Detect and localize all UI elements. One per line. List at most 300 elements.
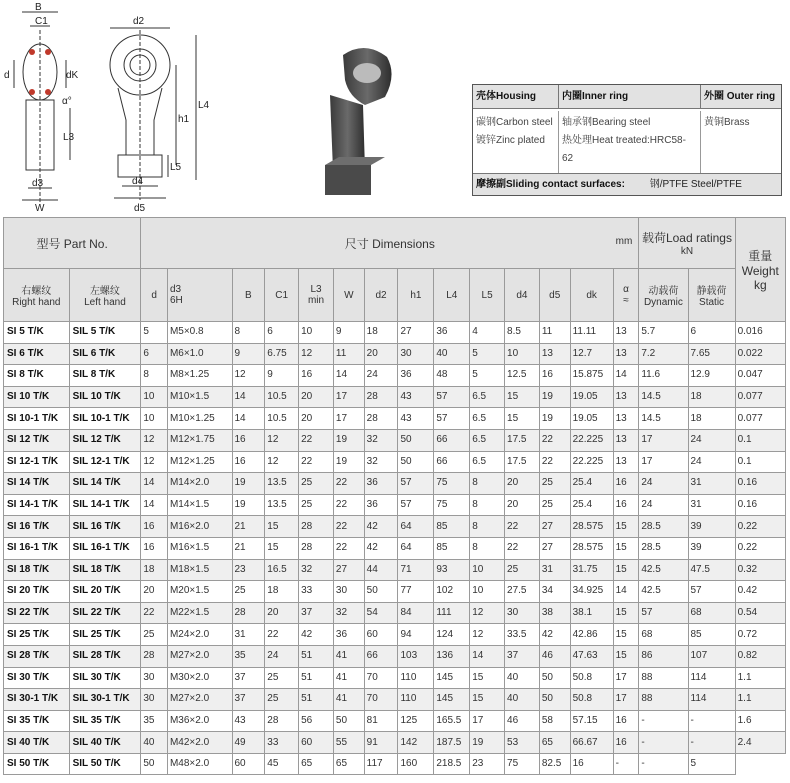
- part-no-right: SI 28 T/K: [4, 645, 70, 667]
- table-cell: 103: [398, 645, 434, 667]
- table-cell: 20: [299, 386, 334, 408]
- table-cell: 12.7: [570, 343, 613, 365]
- table-cell: 66: [434, 451, 470, 473]
- table-cell: 34.925: [570, 581, 613, 603]
- table-cell: 24: [639, 494, 688, 516]
- table-cell: 0.42: [735, 581, 785, 603]
- table-cell: 0.077: [735, 408, 785, 430]
- table-cell: 18: [265, 581, 299, 603]
- table-cell: 13: [613, 429, 639, 451]
- table-cell: 19: [470, 732, 505, 754]
- table-cell: 65: [539, 732, 570, 754]
- table-cell: 36: [398, 365, 434, 387]
- table-cell: 43: [398, 386, 434, 408]
- table-row: [4, 710, 786, 732]
- table-cell: 9: [333, 322, 364, 344]
- part-no-left: SIL 20 T/K: [69, 581, 141, 603]
- table-cell: M16×2.0: [167, 516, 232, 538]
- table-cell: 68: [688, 602, 735, 624]
- table-cell: 15: [505, 408, 540, 430]
- table-cell: 42.86: [570, 624, 613, 646]
- table-cell: 28.5: [639, 537, 688, 559]
- table-cell: M36×2.0: [167, 710, 232, 732]
- table-cell: 11: [333, 343, 364, 365]
- table-cell: 19.05: [570, 408, 613, 430]
- table-cell: 13.5: [265, 494, 299, 516]
- table-cell: 114: [688, 667, 735, 689]
- table-row: [4, 624, 786, 646]
- part-no-left: SIL 6 T/K: [69, 343, 141, 365]
- table-cell: 31: [539, 559, 570, 581]
- table-cell: M12×1.25: [167, 451, 232, 473]
- table-cell: 50: [539, 689, 570, 711]
- rod-end-photo: [305, 35, 405, 205]
- table-cell: 20: [505, 494, 540, 516]
- part-no-left: SIL 16-1 T/K: [69, 537, 141, 559]
- table-cell: 6.5: [470, 408, 505, 430]
- table-cell: 16: [613, 710, 639, 732]
- table-cell: 15: [613, 537, 639, 559]
- table-cell: 15: [265, 516, 299, 538]
- load-ratings-header: 载荷Load ratings kN: [639, 218, 735, 269]
- table-cell: 9: [232, 343, 265, 365]
- table-cell: M22×1.5: [167, 602, 232, 624]
- table-cell: 187.5: [434, 732, 470, 754]
- table-cell: 24: [364, 365, 398, 387]
- table-cell: 6: [688, 322, 735, 344]
- spec-table: [3, 217, 786, 775]
- dim-label: α°: [62, 96, 72, 107]
- col-l4: L4: [434, 269, 470, 322]
- table-cell: 0.54: [735, 602, 785, 624]
- table-cell: 50.8: [570, 689, 613, 711]
- table-cell: 2.4: [735, 732, 785, 754]
- table-cell: 30: [141, 667, 168, 689]
- table-cell: 85: [434, 516, 470, 538]
- table-cell: 22: [265, 624, 299, 646]
- table-cell: 19: [333, 429, 364, 451]
- table-cell: 28: [364, 386, 398, 408]
- table-cell: 165.5: [434, 710, 470, 732]
- part-no-right: SI 5 T/K: [4, 322, 70, 344]
- table-cell: 16: [141, 537, 168, 559]
- table-cell: 35: [141, 710, 168, 732]
- table-cell: 14: [470, 645, 505, 667]
- table-cell: 48: [434, 365, 470, 387]
- dim-label: L4: [198, 100, 210, 111]
- table-cell: 15: [613, 602, 639, 624]
- table-cell: 50: [398, 451, 434, 473]
- inner-ring-material: 轴承钢Bearing steel 热处理Heat treated:HRC58-62: [559, 111, 701, 173]
- table-cell: 39: [688, 516, 735, 538]
- table-cell: 22.225: [570, 429, 613, 451]
- table-cell: 18: [364, 322, 398, 344]
- col-h1: h1: [398, 269, 434, 322]
- col-d4: d4: [505, 269, 540, 322]
- table-cell: M24×2.0: [167, 624, 232, 646]
- table-cell: 28: [299, 537, 334, 559]
- table-cell: 57: [639, 602, 688, 624]
- part-no-right: SI 30 T/K: [4, 667, 70, 689]
- table-row: [4, 537, 786, 559]
- part-no-right: SI 20 T/K: [4, 581, 70, 603]
- table-cell: 8: [470, 494, 505, 516]
- part-no-left: SIL 30 T/K: [69, 667, 141, 689]
- table-cell: 57: [688, 581, 735, 603]
- col-dk: dk: [570, 269, 613, 322]
- table-cell: 14: [613, 365, 639, 387]
- table-cell: -: [688, 732, 735, 754]
- table-cell: 12: [232, 365, 265, 387]
- part-no-right: SI 50 T/K: [4, 753, 70, 775]
- table-cell: 30: [505, 602, 540, 624]
- table-cell: 142: [398, 732, 434, 754]
- table-cell: 0.1: [735, 451, 785, 473]
- table-cell: 30: [333, 581, 364, 603]
- dim-label: L5: [170, 162, 182, 173]
- table-cell: 20: [141, 581, 168, 603]
- table-cell: 145: [434, 689, 470, 711]
- table-cell: 17: [470, 710, 505, 732]
- table-cell: 1.1: [735, 667, 785, 689]
- dimensions-header: 尺寸 Dimensions mm: [141, 218, 639, 269]
- table-cell: 0.82: [735, 645, 785, 667]
- table-cell: 50: [333, 710, 364, 732]
- table-cell: 16: [232, 451, 265, 473]
- part-no-left: SIL 22 T/K: [69, 602, 141, 624]
- table-cell: 40: [141, 732, 168, 754]
- part-no-right: SI 30-1 T/K: [4, 689, 70, 711]
- part-no-right: SI 14-1 T/K: [4, 494, 70, 516]
- table-cell: 18: [688, 386, 735, 408]
- table-cell: 47.63: [570, 645, 613, 667]
- table-cell: 124: [434, 624, 470, 646]
- table-cell: 22: [539, 429, 570, 451]
- table-cell: 27.5: [505, 581, 540, 603]
- table-cell: 5.7: [639, 322, 688, 344]
- table-cell: M42×2.0: [167, 732, 232, 754]
- table-cell: 17: [613, 689, 639, 711]
- table-cell: 8: [470, 516, 505, 538]
- table-cell: 28: [232, 602, 265, 624]
- table-row: [4, 732, 786, 754]
- part-no-left: SIL 8 T/K: [69, 365, 141, 387]
- table-cell: 7.2: [639, 343, 688, 365]
- table-cell: 50: [364, 581, 398, 603]
- table-cell: 0.16: [735, 494, 785, 516]
- table-cell: 30: [141, 689, 168, 711]
- table-cell: 21: [232, 537, 265, 559]
- part-no-right: SI 10 T/K: [4, 386, 70, 408]
- outer-ring-header: 外圈 Outer ring: [701, 85, 781, 109]
- table-cell: 0.72: [735, 624, 785, 646]
- dim-label: h1: [178, 114, 190, 125]
- table-row: [4, 689, 786, 711]
- table-cell: 13: [613, 408, 639, 430]
- table-cell: 17.5: [505, 429, 540, 451]
- table-cell: 10.5: [265, 386, 299, 408]
- table-cell: 28: [299, 516, 334, 538]
- table-cell: 10: [141, 408, 168, 430]
- table-cell: -: [639, 753, 688, 775]
- table-cell: 12: [141, 429, 168, 451]
- table-cell: 0.016: [735, 322, 785, 344]
- table-row: [4, 429, 786, 451]
- part-no-left: SIL 35 T/K: [69, 710, 141, 732]
- part-no-left: SIL 12 T/K: [69, 429, 141, 451]
- table-cell: 14.5: [639, 408, 688, 430]
- table-cell: 25: [539, 494, 570, 516]
- col-l5: L5: [470, 269, 505, 322]
- table-cell: 82.5: [539, 753, 570, 775]
- table-cell: 65: [333, 753, 364, 775]
- table-cell: 12: [265, 451, 299, 473]
- table-cell: 24: [688, 429, 735, 451]
- table-cell: 27: [539, 537, 570, 559]
- table-cell: 13: [539, 343, 570, 365]
- table-cell: 77: [398, 581, 434, 603]
- table-cell: 35: [232, 645, 265, 667]
- table-cell: 28.575: [570, 537, 613, 559]
- table-cell: 45: [265, 753, 299, 775]
- table-cell: -: [613, 753, 639, 775]
- table-cell: 0.1: [735, 429, 785, 451]
- table-cell: 31.75: [570, 559, 613, 581]
- table-cell: 64: [398, 516, 434, 538]
- table-cell: 12.9: [688, 365, 735, 387]
- table-cell: 19: [539, 386, 570, 408]
- table-cell: 81: [364, 710, 398, 732]
- table-cell: 50: [539, 667, 570, 689]
- table-cell: 0.22: [735, 537, 785, 559]
- table-cell: 22.225: [570, 451, 613, 473]
- table-cell: 0.077: [735, 386, 785, 408]
- table-cell: 24: [639, 473, 688, 495]
- table-cell: 125: [398, 710, 434, 732]
- dim-label: d3: [32, 178, 44, 189]
- table-cell: 16: [613, 473, 639, 495]
- table-cell: 10.5: [265, 408, 299, 430]
- table-cell: 50: [398, 429, 434, 451]
- right-hand-header: 右螺纹 Right hand: [4, 269, 70, 322]
- table-cell: 6.5: [470, 451, 505, 473]
- table-cell: 57: [398, 473, 434, 495]
- table-cell: 12.5: [505, 365, 540, 387]
- table-cell: 20: [265, 602, 299, 624]
- table-cell: 75: [434, 494, 470, 516]
- table-row: [4, 667, 786, 689]
- table-cell: 37: [232, 689, 265, 711]
- part-no-right: SI 16 T/K: [4, 516, 70, 538]
- table-cell: 19: [333, 451, 364, 473]
- table-cell: 43: [232, 710, 265, 732]
- table-cell: 46: [539, 645, 570, 667]
- dim-label: d: [4, 70, 10, 81]
- table-row: [4, 365, 786, 387]
- table-cell: 31: [232, 624, 265, 646]
- table-cell: 11.6: [639, 365, 688, 387]
- table-cell: 19: [232, 473, 265, 495]
- table-cell: 10: [470, 559, 505, 581]
- table-cell: 17: [333, 408, 364, 430]
- table-cell: 16.5: [265, 559, 299, 581]
- table-cell: 42: [364, 516, 398, 538]
- table-cell: 68: [639, 624, 688, 646]
- table-cell: M18×1.5: [167, 559, 232, 581]
- table-cell: 12: [470, 624, 505, 646]
- table-cell: 19: [232, 494, 265, 516]
- table-cell: 25: [299, 473, 334, 495]
- table-cell: M8×1.25: [167, 365, 232, 387]
- col-dynamic: 动载荷 Dynamic: [639, 269, 688, 322]
- table-cell: 46: [505, 710, 540, 732]
- col-d3: d3 6H: [167, 269, 232, 322]
- table-cell: 8: [470, 473, 505, 495]
- table-cell: 1.1: [735, 689, 785, 711]
- table-cell: 15: [470, 689, 505, 711]
- table-cell: 41: [333, 667, 364, 689]
- table-cell: 16: [539, 365, 570, 387]
- dim-label: B: [35, 2, 42, 13]
- table-cell: 28.575: [570, 516, 613, 538]
- table-cell: 36: [364, 494, 398, 516]
- table-cell: 12: [470, 602, 505, 624]
- table-cell: 10: [299, 322, 334, 344]
- table-cell: 14: [613, 581, 639, 603]
- rod-end-drawing: [0, 0, 300, 215]
- part-no-right: SI 16-1 T/K: [4, 537, 70, 559]
- table-cell: 160: [398, 753, 434, 775]
- table-cell: 27: [398, 322, 434, 344]
- part-no-left: SIL 30-1 T/K: [69, 689, 141, 711]
- table-cell: 22: [299, 429, 334, 451]
- col-w: W: [333, 269, 364, 322]
- table-cell: 47.5: [688, 559, 735, 581]
- table-cell: 110: [398, 689, 434, 711]
- table-cell: 44: [364, 559, 398, 581]
- table-cell: 34: [539, 581, 570, 603]
- table-cell: 50.8: [570, 667, 613, 689]
- table-cell: 17: [333, 386, 364, 408]
- weight-header: 重量 Weight kg: [735, 218, 785, 322]
- table-cell: 23: [232, 559, 265, 581]
- col-c1: C1: [265, 269, 299, 322]
- table-cell: 25: [265, 689, 299, 711]
- table-cell: 27: [333, 559, 364, 581]
- table-cell: 88: [639, 667, 688, 689]
- unit-mm: mm: [615, 236, 633, 247]
- table-cell: 12: [141, 451, 168, 473]
- col-d: d: [141, 269, 168, 322]
- table-cell: 28: [141, 645, 168, 667]
- table-cell: 33: [299, 581, 334, 603]
- table-cell: 86: [639, 645, 688, 667]
- table-cell: 16: [613, 494, 639, 516]
- table-cell: 25: [505, 559, 540, 581]
- dim-label: L3: [63, 132, 75, 143]
- table-cell: 70: [364, 689, 398, 711]
- table-cell: 93: [434, 559, 470, 581]
- table-cell: 51: [299, 667, 334, 689]
- part-no-left: SIL 10-1 T/K: [69, 408, 141, 430]
- col-d2: d2: [364, 269, 398, 322]
- materials-box: [472, 84, 782, 196]
- dim-label: d5: [134, 203, 146, 214]
- table-cell: 33: [265, 732, 299, 754]
- table-cell: 36: [434, 322, 470, 344]
- table-cell: 25: [539, 473, 570, 495]
- table-cell: 53: [505, 732, 540, 754]
- housing-material: 碳钢Carbon steel 镀锌Zinc plated: [473, 111, 559, 173]
- table-cell: 14: [232, 386, 265, 408]
- table-cell: 24: [688, 451, 735, 473]
- table-cell: 55: [333, 732, 364, 754]
- table-cell: 6: [141, 343, 168, 365]
- table-cell: 15: [470, 667, 505, 689]
- table-cell: 60: [232, 753, 265, 775]
- inner-ring-header: 内圈Inner ring: [559, 85, 701, 109]
- table-cell: 57: [434, 408, 470, 430]
- table-cell: 25: [265, 667, 299, 689]
- table-cell: 57.15: [570, 710, 613, 732]
- table-cell: 0.22: [735, 516, 785, 538]
- table-cell: 37: [232, 667, 265, 689]
- table-cell: 20: [364, 343, 398, 365]
- dim-label: W: [35, 203, 45, 214]
- table-cell: 85: [688, 624, 735, 646]
- dim-label: d2: [133, 16, 145, 27]
- table-cell: 18: [141, 559, 168, 581]
- part-no-left: SIL 12-1 T/K: [69, 451, 141, 473]
- table-cell: 37: [505, 645, 540, 667]
- table-cell: 42: [539, 624, 570, 646]
- table-cell: M10×1.25: [167, 408, 232, 430]
- table-cell: 114: [688, 689, 735, 711]
- left-hand-header: 左螺纹 Left hand: [69, 269, 141, 322]
- table-cell: 22: [333, 473, 364, 495]
- table-cell: 13: [613, 451, 639, 473]
- contact-surfaces: 摩擦副Sliding contact surfaces: 钢/PTFE Steel/PTFE: [473, 173, 781, 195]
- table-cell: 17: [639, 429, 688, 451]
- table-row: [4, 473, 786, 495]
- part-no-right: SI 14 T/K: [4, 473, 70, 495]
- table-cell: 136: [434, 645, 470, 667]
- table-cell: 14: [333, 365, 364, 387]
- table-cell: M14×2.0: [167, 473, 232, 495]
- table-cell: M6×1.0: [167, 343, 232, 365]
- table-cell: 84: [398, 602, 434, 624]
- table-cell: 25.4: [570, 473, 613, 495]
- part-no-right: SI 18 T/K: [4, 559, 70, 581]
- table-cell: 8: [232, 322, 265, 344]
- table-cell: 21: [232, 516, 265, 538]
- outer-ring-material: 黄铜Brass: [704, 117, 750, 128]
- part-no-right: SI 25 T/K: [4, 624, 70, 646]
- part-no-left: SIL 14-1 T/K: [69, 494, 141, 516]
- table-cell: 43: [398, 408, 434, 430]
- part-no-right: SI 12 T/K: [4, 429, 70, 451]
- table-cell: 51: [299, 645, 334, 667]
- table-cell: 57: [434, 386, 470, 408]
- table-cell: 19: [539, 408, 570, 430]
- table-cell: 8: [141, 365, 168, 387]
- table-cell: 42: [299, 624, 334, 646]
- table-cell: -: [639, 710, 688, 732]
- table-cell: 94: [398, 624, 434, 646]
- table-cell: 33.5: [505, 624, 540, 646]
- table-row: [4, 516, 786, 538]
- table-cell: M27×2.0: [167, 689, 232, 711]
